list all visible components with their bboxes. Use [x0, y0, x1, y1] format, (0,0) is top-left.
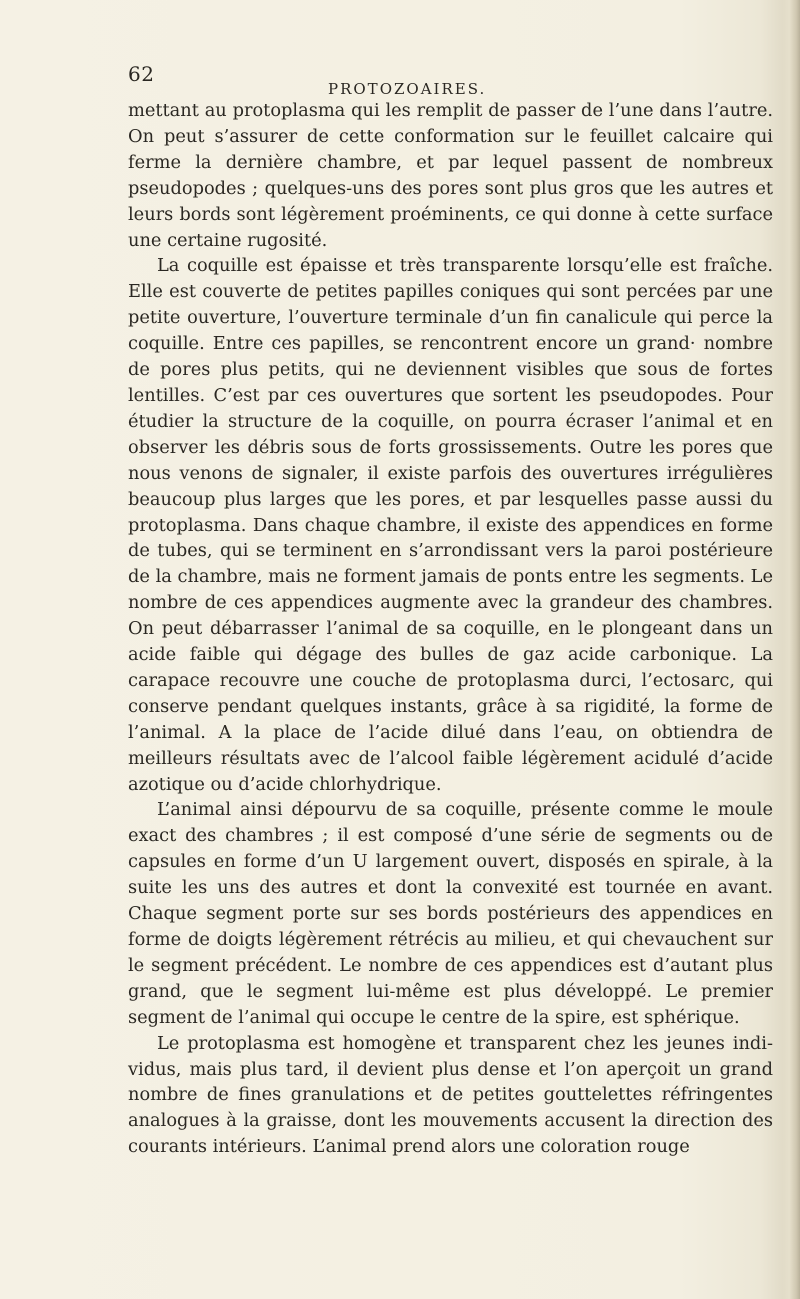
page-number: 62: [128, 62, 155, 86]
page-header: [128, 62, 728, 98]
body-text: [128, 98, 773, 1160]
paragraph-1: mettant au protoplasma qui les remplit de passer de l’une dans l’autre. On peut s’assurer de cette conformation sur le feuillet calcaire qui ferme la dernière chambre, et par lequel passent de nombreux pseudopodes ; quelques-uns des pores sont plus gros que les autres et leurs bords sont légèrement proéminents, ce qui donne à cette surface une certaine rugosité.: [128, 100, 773, 251]
running-title: PROTOZOAIRES.: [328, 80, 487, 98]
paragraph-3: L’animal ainsi dépourvu de sa coquille, présente comme le moule exact des chambres ; il est composé d’une série de segments ou de capsules en forme d’un U largement ouvert, disposés en spirale, à la suite les uns des autres et dont la convexité est tournée en avant. Chaque segment porte sur ses bords postérieurs des appendices en forme de doigts légèrement rétrécis au milieu, et qui chevauchent sur le segment précédent. Le nombre de ces appendices est d’autant plus grand, que le segment lui-même est plus développé. Le premier segment de l’animal qui occupe le centre de la spire, est sphérique.: [128, 799, 773, 1028]
paragraph-4: Le protoplasma est homogène et transparent chez les jeunes individus, mais plus tard, il devient plus dense et l’on aperçoit un grand nombre de fines granulations et de petites gouttelettes réfringentes analogues à la graisse, dont les mouvements accusent la direction des courants intérieurs. L’animal prend alors une coloration rouge: [128, 1032, 773, 1158]
paragraph-2: La coquille est épaisse et très transparente lorsqu’elle est fraîche. Elle est couverte de petites papilles coniques qui sont percées par une petite ouverture, l’ouverture terminale d’un fin canalicule qui perce la coquille. Entre ces papilles, se rencontrent encore un grand· nombre de pores plus petits, qui ne deviennent visibles que sous de fortes lentilles. C’est par ces ouvertures que sortent les pseudopodes. Pour étudier la structure de la coquille, on pourra écraser l’animal et en observer les débris sous de forts grossissements. Outre les pores que nous venons de signaler, il existe parfois des ouvertures irrégulières beaucoup plus larges que les pores, et par lesquelles passe aussi du protoplasma. Dans chaque chambre, il existe des appendices en forme de tubes, qui se terminent en s’arrondissant vers la paroi postérieure de la chambre, mais ne forment jamais de ponts entre les segments. Le nombre de ces appendices augmente avec la grandeur des chambres. On peut débarrasser l’animal de sa coquille, en le plongeant dans un acide faible qui dégage des bulles de gaz acide carbonique. La carapace recouvre une couche de protoplasma durci, l’ectosarc, qui conserve pendant quelques instants, grâce à sa rigidité, la forme de l’animal. A la place de l’acide dilué dans l’eau, on obtiendra de meilleurs résultats avec de l’alcool faible légèrement acidulé d’acide azotique ou d’acide chlorhydrique.: [128, 255, 773, 795]
page-edge-shadow: [782, 0, 800, 1299]
